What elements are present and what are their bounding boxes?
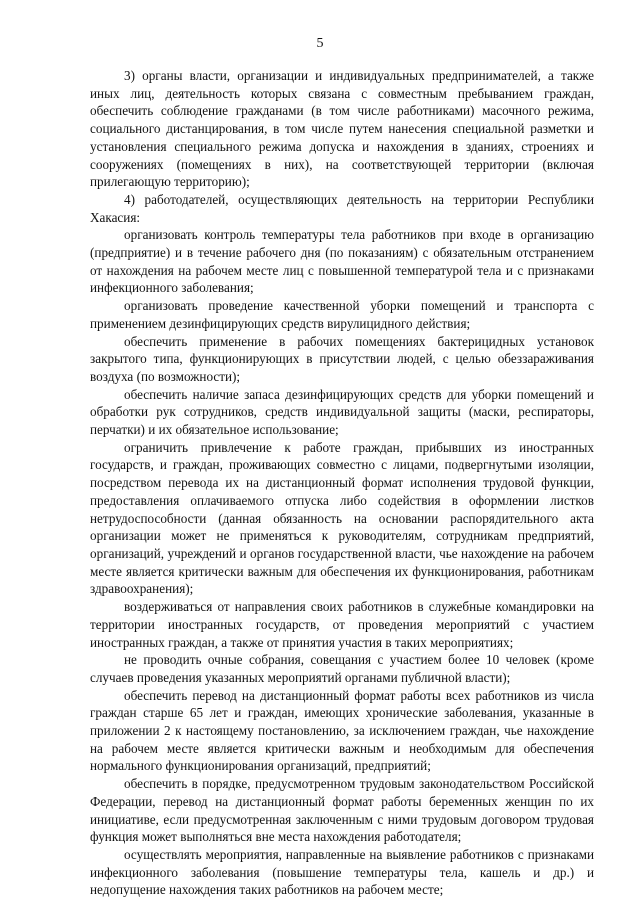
paragraph-cleaning: организовать проведение качественной уборки помещений и транспорта с применением дезинфицирующих средств вирулицидного действия; bbox=[90, 298, 594, 331]
paragraph-disinfectant-supply: обеспечить наличие запаса дезинфицирующих средств для уборки помещений и обработки рук сотрудников, средств индивидуальной защиты (маски, респираторы, перчатки) и их обязательное использование; bbox=[90, 386, 594, 438]
page-number: 5 bbox=[316, 36, 324, 51]
paragraph-business-trips: воздерживаться от направления своих работников в служебные командировки на территории иностранных государств, от проведения мероприятий с участием иностранных граждан, а также от принятия участия в таких мероприятиях; bbox=[90, 599, 594, 650]
paragraph-temperature-control: организовать контроль температуры тела работников при входе в организацию (предприятие) и в течение рабочего дня (по показаниям) с обязательным отстранением от нахождения на рабочем месте лиц с повышенной температурой тела и с признаками инфекционного заболевания; bbox=[90, 227, 594, 296]
paragraph-organs-of-power: 3) органы власти, организации и индивидуальных предпринимателей, а также иных лиц, деятельность которых связана с совместным пребыванием граждан, обеспечить соблюдение гражданами (в том числе работниками) масочного режима, социального дистанцирования, в том числе путем нанесения специальной разметки и установления специального режима допуска и нахождения в зданиях, строениях и сооружениях (помещениях в них), на соответствующей территории (включая прилегающую территорию); bbox=[90, 68, 594, 190]
paragraph-remote-work-pregnant: обеспечить в порядке, предусмотренном трудовым законодательством Российской Федерации, перевод на дистанционный формат работы беременных женщин по их инициативе, если предусмотренная заключенным с ними трудовым договором трудовая функция может выполняться вне места нахождения работодателя; bbox=[90, 776, 594, 845]
paragraph-employers-intro: 4) работодателей, осуществляющих деятельность на территории Республики Хакасия: bbox=[90, 191, 594, 225]
paragraph-no-meetings: не проводить очные собрания, совещания с участием более 10 человек (кроме случаев проведения указанных мероприятий органами публичной власти); bbox=[90, 652, 594, 685]
paragraph-limit-foreign-arrivals: ограничить привлечение к работе граждан, прибывших из иностранных государств, и граждан, проживающих совместно с лицами, подвергнутыми изоляции, посредством перевода их на дистанционный формат исполнения трудовой функции, предоставления оплачиваемого отпуска либо содействия в оформлении листков нетрудоспособности (данная обязанность на основании распорядительного акта организации может не применяться к руководителям, сотрудникам предприятий, организаций, учреждений и органов государственной власти, чье нахождение на рабочем месте является критически важным для обеспечения их функционирования, работникам здравоохранения); bbox=[90, 439, 594, 597]
paragraph-bactericidal-units: обеспечить применение в рабочих помещениях бактерицидных установок закрытого типа, функционирующих в присутствии людей, с целью обеззараживания воздуха (по возможности); bbox=[90, 333, 594, 384]
paragraph-detect-sick-workers: осуществлять мероприятия, направленные на выявление работников с признаками инфекционного заболевания (повышение температуры тела, кашель и др.) и недопущение нахождения таких работников на рабочем месте; bbox=[90, 846, 594, 898]
document-body bbox=[90, 67, 594, 899]
paragraph-remote-work-65plus: обеспечить перевод на дистанционный формат работы всех работников из числа граждан старше 65 лет и граждан, имеющих хронические заболевания, указанные в приложении 2 к настоящему постановлению, за исключением граждан, чье нахождение на рабочем месте является критически важным и необходимым для обеспечения нормального функционирования организаций, предприятий; bbox=[90, 687, 594, 774]
